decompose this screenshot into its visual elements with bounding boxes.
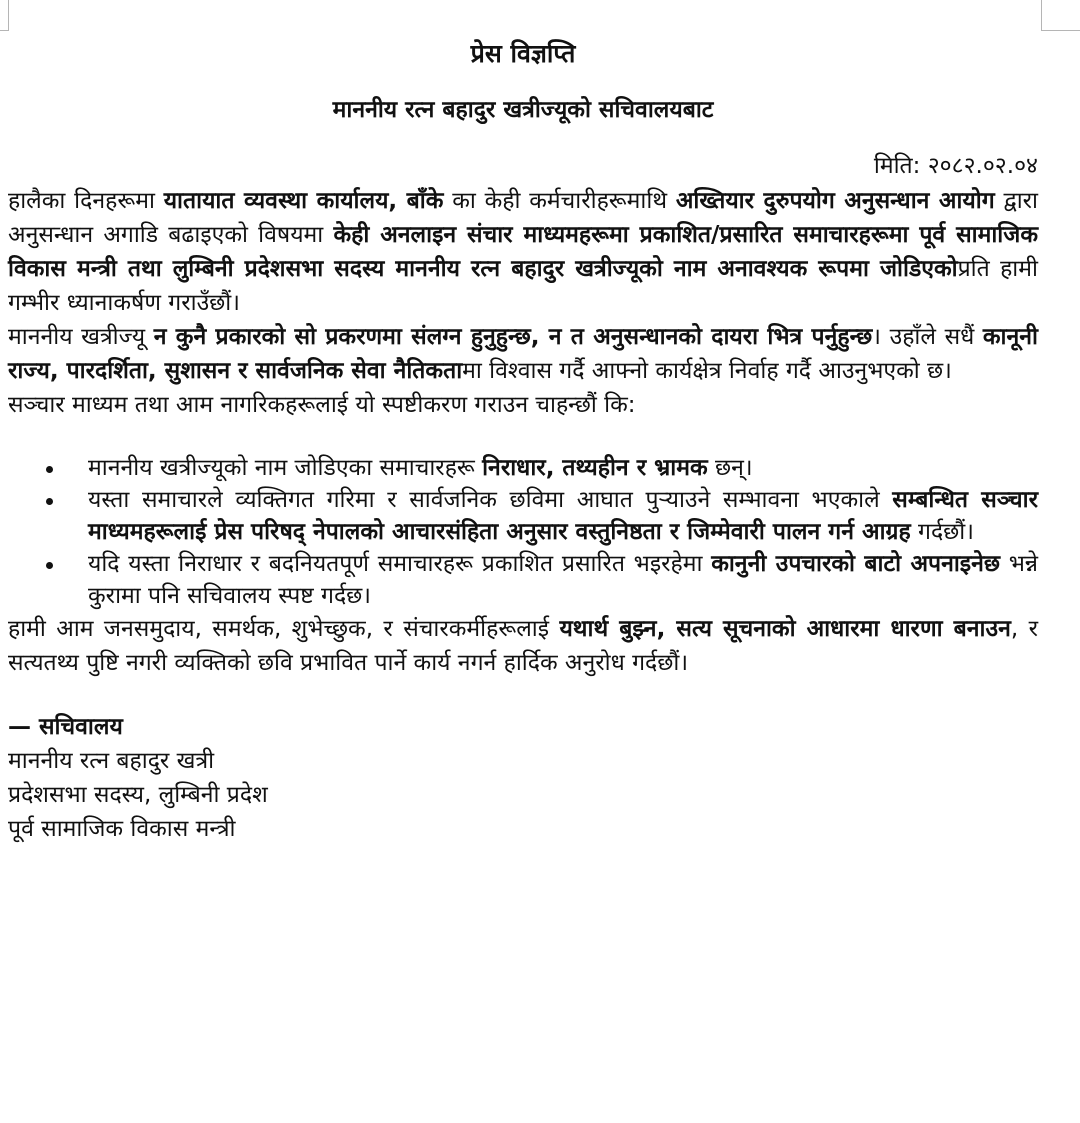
bullet-dot [46,562,53,569]
paragraph-1-text-2: का केही कर्मचारीहरूमाथि [443,188,676,214]
bullet-3-text-1: यदि यस्ता निराधार र बदनियतपूर्ण समाचारहरू प्रकाशित प्रसारित भइरहेमा [88,551,712,577]
paragraph-3: सञ्चार माध्यम तथा आम नागरिकहरूलाई यो स्पष्टीकरण गराउन चाहन्छौं कि: [8,392,636,418]
document-date: मिति: २०८२.०२.०४ [873,153,1038,179]
bullet-2-text-2: गर्दछौं। [910,519,974,545]
paragraph-4-text-1: हामी आम जनसमुदाय, समर्थक, शुभेच्छुक, र संचारकर्मीहरूलाई [8,616,560,642]
bullet-1-bold: निराधार, तथ्यहीन र भ्रामक [482,455,708,481]
paragraph-4 [8,612,1038,680]
bullet-1-text-2: छन्। [707,455,753,481]
signature-line-3: पूर्व सामाजिक विकास मन्त्री [8,816,236,842]
bullet-dot [46,466,53,473]
paragraph-4-text-2: , र सत्यतथ्य पुष्टि नगरी व्यक्तिको छवि प्रभावित पार्ने कार्य नगर्न हार्दिक अनुरोध गर्दछौं। [8,616,1038,676]
paragraph-2-text-2: । उहाँले सधैं [872,324,983,350]
paragraph-2 [8,320,1038,388]
list-item [8,484,1038,548]
document-title: प्रेस विज्ञप्ति [470,39,576,68]
paragraph-1-bold-3: केही अनलाइन संचार माध्यमहरूमा प्रकाशित/प्रसारित समाचारहरूमा पूर्व सामाजिक विकास मन्त्री तथा लुम्बिनी प्रदेशसभा सदस्य माननीय रत्न बहादुर खत्रीज्यूको नाम अनावश्यक रूपमा जोडिएको [8,222,1038,282]
bullet-2-bold: सम्बन्धित सञ्चार माध्यमहरूलाई प्रेस परिषद् नेपालको आचारसंहिता अनुसार वस्तुनिष्ठता र जिम्मेवारी पालन गर्न आग्रह [88,487,1039,545]
paragraph-1-bold-2: अख्तियार दुरुपयोग अनुसन्धान आयोग [675,188,995,214]
bullet-2-text-1: यस्ता समाचारले व्यक्तिगत गरिमा र सार्वजनिक छविमा आघात पुर्‍याउने सम्भावना भएकाले [88,487,893,513]
signature-block [8,710,1038,846]
paragraph-1-text-1: हालैका दिनहरूमा [8,188,164,214]
bullet-dot [46,498,53,505]
paragraph-1-text-3: द्वारा अनुसन्धान अगाडि बढाइएको विषयमा [8,188,1039,248]
paragraph-1-bold-1: यातायात व्यवस्था कार्यालय, बाँके [163,188,444,214]
paragraph-1 [8,184,1038,320]
page-corner-mark-left [0,0,9,31]
list-item [8,548,1038,612]
page-corner-mark-right [1041,0,1080,31]
paragraph-2-bold-1: न कुनै प्रकारको सो प्रकरणमा संलग्न हुनुहुन्छ, न त अनुसन्धानको दायरा भित्र पर्नुहुन्छ [153,324,873,350]
signature-line-2: प्रदेशसभा सदस्य, लुम्बिनी प्रदेश [8,782,268,808]
paragraph-4-bold-1: यथार्थ बुझ्न, सत्य सूचनाको आधारमा धारणा बनाउन [559,616,1011,642]
document-body [8,28,1038,846]
paragraph-2-text-1: माननीय खत्रीज्यू [8,324,154,350]
bullet-3-bold: कानुनी उपचारको बाटो अपनाइनेछ [711,551,1000,577]
bullet-list [8,452,1038,612]
paragraph-1-text-4: प्रति हामी गम्भीर ध्यानाकर्षण गराउँछौं। [8,256,1038,316]
bullet-3-text-2: भन्ने कुरामा पनि सचिवालय स्पष्ट गर्दछ। [88,551,1039,609]
signature-heading: — सचिवालय [8,714,123,740]
paragraph-2-bold-2: कानूनी राज्य, पारदर्शिता, सुशासन र सार्वजनिक सेवा नैतिकता [8,324,1038,384]
signature-line-1: माननीय रत्न बहादुर खत्री [8,748,215,774]
paragraph-2-text-3: मा विश्वास गर्दै आफ्नो कार्यक्षेत्र निर्वाह गर्दै आउनुभएको छ। [462,358,952,384]
bullet-1-text-1: माननीय खत्रीज्यूको नाम जोडिएका समाचारहरू [88,455,483,481]
document-subtitle: माननीय रत्न बहादुर खत्रीज्यूको सचिवालयबाट [332,97,714,123]
list-item [8,452,1038,484]
